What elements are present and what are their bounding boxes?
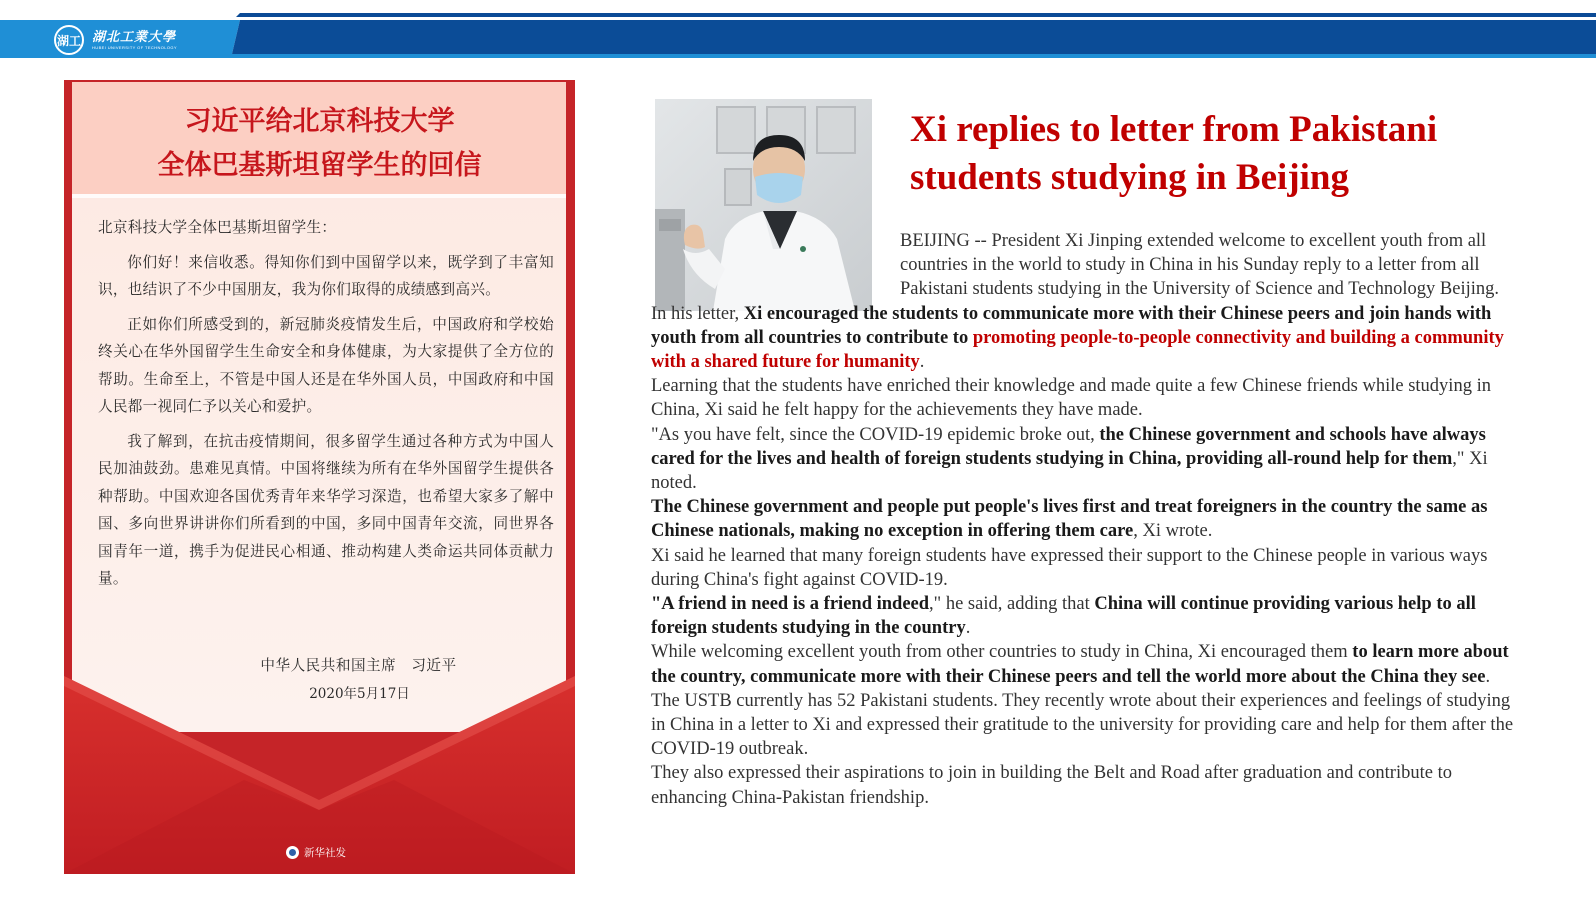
article-body [651,229,1519,810]
letter-salutation: 北京科技大学全体巴基斯坦留学生： [98,219,337,236]
xinhua-logo-icon [286,846,299,859]
letter-title-line1: 习近平给北京科技大学 [184,106,455,137]
header-banner [0,0,1596,62]
headline-line2: students studying in Beijing [910,157,1349,198]
letter-card [64,80,575,874]
article-paragraph: They also expressed their aspirations to join in building the Belt and Road after graduation and contribute to enhancing China-Pakistan friendship. [651,763,1452,808]
university-name-en: HUBEI UNIVERSITY OF TECHNOLOGY [92,44,177,50]
banner-graphic [0,0,1596,62]
article-paragraph: "As you have felt, since the COVID-19 epidemic broke out, the Chinese government and schools have always cared for the lives and health of foreign students studying in China, providing all-round help for them," Xi noted. [651,424,1488,494]
letter-signature: 中华人民共和国主席 习近平 [260,657,457,674]
letter-paragraph: 正如你们所感受到的，新冠肺炎疫情发生后，中国政府和学校始终关心在华外国留学生生命安全和身体健康，为大家提供了全方位的帮助。生命至上，不管是中国人还是在华外国人员，中国政府和中国人民都一视同仁予以关心和爱护。 [98,315,554,415]
article-headline [910,106,1550,202]
article-lead: BEIJING -- President Xi Jinping extended welcome to excellent youth from all countries in the world to study in China in his Sunday reply to a letter from all Pakistani students studying in the University of Science and Technology Beijing. [900,231,1500,300]
article-paragraph: The USTB currently has 52 Pakistani students. They recently wrote about their experiences and feelings of studying in China in a letter to Xi and expressed their gratitude to the university for providing care and help for them after the COVID-19 outbreak. [651,690,1514,760]
letter-title-line2: 全体巴基斯坦留学生的回信 [157,150,482,181]
letter-body [98,214,554,600]
source-credit-label: 新华社发 [304,847,346,859]
university-logo[interactable] [54,25,177,55]
headline-line1: Xi replies to letter from Pakistani [910,109,1438,150]
article-paragraph: Xi said he learned that many foreign students have expressed their support to the Chinese people in various ways during China's fight against COVID-19. [651,545,1488,590]
article-paragraph: The Chinese government and people put people's lives first and treat foreigners in the country the same as Chinese nationals, making no exception in offering them care, Xi wrote. [651,497,1488,542]
letter-paragraph: 我了解到，在抗击疫情期间，很多留学生通过各种方式为中国人民加油鼓劲。患难见真情。中国将继续为所有在华外国留学生提供各种帮助。中国欢迎各国优秀青年来华学习深造，也希望大家多了解中国、多向世界讲讲你们所看到的中国，多同中国青年交流，同世界各国青年一道，携手为促进民心相通、推动构建人类命运共同体贡献力量。 [98,432,554,587]
article-paragraph: "A friend in need is a friend indeed," he said, adding that China will continue providing various help to all foreign students studying in the country. [651,594,1476,639]
university-name-cn: 湖北工業大學 [92,29,177,45]
article-paragraph: Learning that the students have enriched their knowledge and made quite a few Chinese friends while studying in China, Xi said he felt happy for the achievements they have made. [651,376,1491,421]
article-paragraph: In his letter, Xi encouraged the students to communicate more with their Chinese peers and join hands with youth from all countries to contribute to promoting people-to-people connectivity and building a community with a shared future for humanity. [651,303,1504,373]
article-paragraph: While welcoming excellent youth from other countries to study in China, Xi encouraged them to learn more about the country, communicate more with their Chinese peers and tell the world more about the China they see. [651,642,1509,687]
source-credit [286,845,346,860]
letter-paragraph: 你们好！来信收悉。得知你们到中国留学以来，既学到了丰富知识，也结识了不少中国朋友，我为你们取得的成绩感到高兴。 [98,253,554,298]
letter-date: 2020年5月17日 [309,686,410,702]
university-emblem-icon: 湖工 [54,25,84,55]
